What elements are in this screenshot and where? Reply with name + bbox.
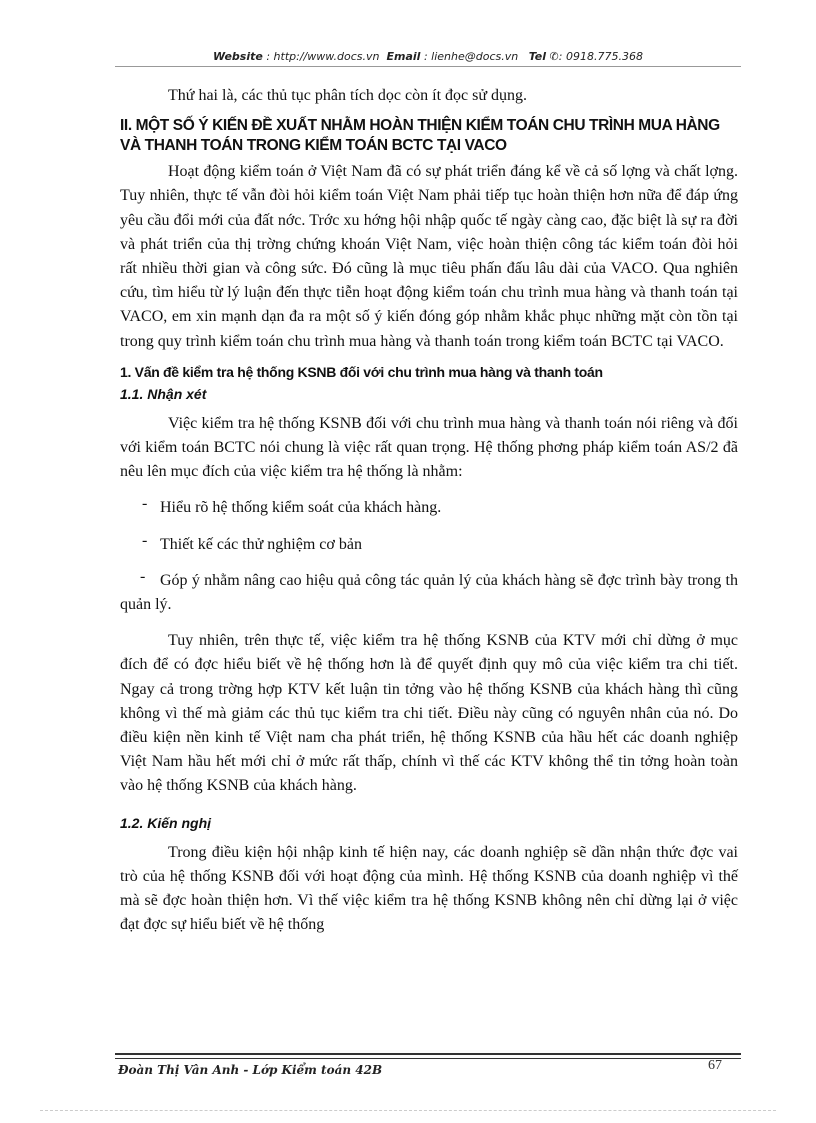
- bullet-mark: -: [142, 495, 148, 513]
- tel-value: : 0918.775.368: [558, 50, 643, 63]
- page-header: [115, 50, 741, 63]
- paragraph-1: Hoạt động kiểm toán ở Việt Nam đã có sự phát triển đáng kể về cả số lợng và chất lợng. Tuy nhiên, thực tế vẫn đòi hỏi kiểm toán Việt Nam phải tiếp tục hoàn thiện hơn nữa để đáp ứng yêu cầu đổi mới của đất nớc. Trớc xu hớng hội nhập quốc tế ngày càng cao, đặc biệt là sự ra đời và phát triển của thị trờng chứng khoán Việt Nam, việc hoàn thiện công tác kiểm toán đòi hỏi rất nhiều thời gian và công sức. Đó cũng là mục tiêu phấn đấu lâu dài của VACO. Qua nghiên cứu, tìm hiểu từ lý luận đến thực tiễn hoạt động kiểm toán chu trình mua hàng và thanh toán tại VACO, em xin mạnh dạn đa ra một số ý kiến đóng góp nhằm khắc phục những mặt còn tồn tại trong quy trình kiểm toán chu trình mua hàng và thanh toán trong kiểm toán BCTC tại VACO.: [120, 163, 738, 350]
- bullet-item-3: [120, 569, 738, 617]
- subsection-title-1-1: 1.1. Nhận xét: [120, 385, 207, 402]
- page-number: 67: [708, 1058, 722, 1073]
- email-label: Email: [386, 50, 421, 63]
- tel-label: Tel: [528, 50, 547, 63]
- email-value[interactable]: : lienhe@docs.vn: [423, 50, 519, 63]
- intro-paragraph: Thứ hai là, các thủ tục phân tích dọc còn ít đọc sử dụng.: [168, 87, 528, 104]
- section-title: II. MỘT SỐ Ý KIẾN ĐỀ XUẤT NHẰM HOÀN THIỆN KIỂM TOÁN CHU TRÌNH MUA HÀNG VÀ THANH TOÁN TRONG KIỂM TOÁN BCTC TẠI VACO: [120, 117, 720, 155]
- footer-author: Đoàn Thị Vân Anh - Lớp Kiểm toán 42B: [118, 1063, 383, 1077]
- bullet-mark: -: [140, 567, 146, 585]
- page-bottom-border: [40, 1110, 776, 1111]
- bullet-text: Góp ý nhằm nâng cao hiệu quả công tác quản lý của khách hàng sẽ đợc trình bày trong th quản lý.: [120, 571, 738, 614]
- bullet-text: Thiết kế các thử nghiệm cơ bản: [160, 535, 362, 553]
- website-label: Website: [213, 50, 263, 63]
- paragraph-2: Việc kiểm tra hệ thống KSNB đối với chu trình mua hàng và thanh toán nói riêng và đối với kiểm toán BCTC nói chung là việc rất quan trọng. Hệ thống phơng pháp kiểm toán AS/2 đã nêu lên mục đích của việc kiểm tra hệ thống là nhằm:: [120, 414, 738, 481]
- bullet-item-1: [120, 496, 738, 520]
- footer-divider: [115, 1053, 741, 1055]
- subsection-title-1-2: 1.2. Kiến nghị: [120, 814, 212, 831]
- paragraph-3: Tuy nhiên, trên thực tế, việc kiểm tra hệ thống KSNB của KTV mới chỉ dừng ở mục đích để có đợc hiểu biết về hệ thống hơn là để quyết định quy mô của việc kiểm tra chi tiết. Ngay cả trong trờng hợp KTV kết luận tin tởng vào hệ thống KSNB của khách hàng thì cũng không vì thế mà giảm các thủ tục kiểm tra chi tiết. Điều này cũng có nguyên nhân của nó. Do điều kiện nền kinh tế Việt nam cha phát triển, hệ thống KSNB của hầu hết các doanh nghiệp Việt Nam hầu hết mới chỉ ở mức rất thấp, chính vì thế các KTV không thể tin tởng hoàn toàn vào hệ thống KSNB của khách hàng.: [120, 632, 738, 795]
- header-divider: [115, 66, 741, 67]
- footer-divider-thin: [115, 1058, 741, 1059]
- bullet-mark: -: [142, 531, 148, 549]
- document-body: [120, 84, 738, 937]
- phone-icon: ✆: [549, 50, 559, 63]
- website-value[interactable]: : http://www.docs.vn: [266, 50, 380, 63]
- bullet-item-2: [120, 533, 738, 557]
- subsection-title-1: 1. Vấn đề kiểm tra hệ thống KSNB đối với chu trình mua hàng và thanh toán: [120, 363, 603, 380]
- paragraph-4: Trong điều kiện hội nhập kinh tế hiện nay, các doanh nghiệp sẽ dần nhận thức đợc vai trò của hệ thống KSNB đối với hoạt động của mình. Hệ thống KSNB của doanh nghiệp vì thế mà sẽ đợc hoàn thiện hơn. Vì thế việc kiểm tra hệ thống KSNB không nên chỉ dừng lại ở việc đạt đợc sự hiểu biết về hệ thống: [120, 843, 738, 934]
- bullet-text: Hiểu rõ hệ thống kiểm soát của khách hàng.: [160, 499, 442, 517]
